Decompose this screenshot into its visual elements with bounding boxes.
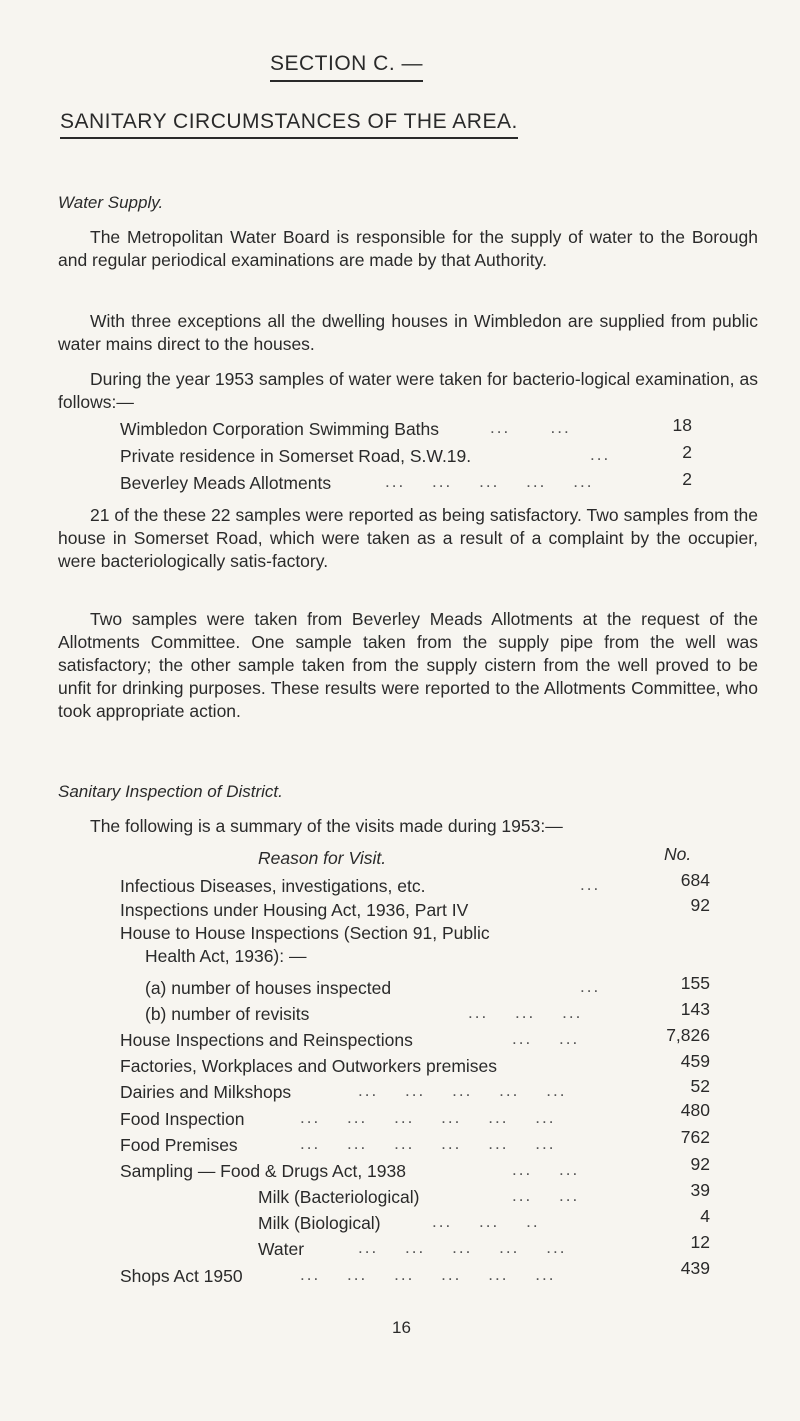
summary-row-label: (b) number of revisits	[145, 1004, 310, 1024]
leader-dots: ... ... ... ... ... ...	[300, 1108, 556, 1127]
column-header-reason: Reason for Visit.	[258, 848, 387, 868]
summary-row-value: 4	[700, 1206, 710, 1226]
sample-row-label: Private residence in Somerset Road, S.W.19.	[120, 446, 472, 466]
water-supply-heading: Water Supply.	[58, 193, 164, 212]
summary-row-label: Milk (Bacteriological)	[258, 1187, 420, 1207]
summary-row-value: 92	[690, 895, 710, 915]
sample-row-value: 2	[682, 469, 692, 489]
summary-row-label: Water	[258, 1239, 305, 1259]
leader-dots: ... ...	[512, 1186, 580, 1205]
page-number: 16	[392, 1318, 411, 1337]
summary-row-label: Inspections under Housing Act, 1936, Part IV	[120, 900, 469, 920]
summary-row-value: 439	[680, 1258, 710, 1278]
leader-dots: ... ... ...	[468, 1003, 583, 1022]
sample-row-label: Wimbledon Corporation Swimming Baths	[120, 419, 440, 439]
leader-dots: ... ... ... ... ...	[358, 1238, 567, 1257]
summary-row-value: 155	[680, 973, 710, 993]
summary-row-label: Factories, Workplaces and Outworkers premises	[120, 1056, 498, 1076]
summary-row-label: Food Inspection	[120, 1109, 245, 1129]
leader-dots: ... ... ... ... ...	[385, 472, 594, 491]
sample-row-value: 2	[682, 442, 692, 462]
summary-row-label: Food Premises	[120, 1135, 238, 1155]
summary-row-value: 12	[690, 1232, 710, 1252]
leader-dots: ... ... ..	[432, 1212, 540, 1231]
summary-row-value: 92	[690, 1154, 710, 1174]
summary-row-value: 143	[680, 999, 710, 1019]
leader-dots: ... ...	[490, 418, 571, 437]
summary-row-label: House to House Inspections (Section 91, Public	[120, 923, 490, 943]
summary-row-label: Health Act, 1936): —	[145, 946, 307, 966]
water-para-1: The Metropolitan Water Board is responsible for the supply of water to the Borough and regular periodical examinations are made by that Authority.	[58, 227, 758, 270]
summary-row-value: 39	[690, 1180, 710, 1200]
sanitary-heading: Sanitary Inspection of District.	[58, 782, 283, 801]
summary-row-label: Sampling — Food & Drugs Act, 1938	[120, 1161, 406, 1181]
summary-row-label: (a) number of houses inspected	[145, 978, 392, 998]
leader-dots: ...	[580, 977, 601, 996]
summary-row-value: 52	[690, 1076, 710, 1096]
water-para-3: During the year 1953 samples of water were taken for bacterio-logical examination, as follows:—	[58, 369, 758, 412]
leader-dots: ... ... ... ... ...	[358, 1081, 567, 1100]
sample-row-label: Beverley Meads Allotments	[120, 473, 332, 493]
summary-row-value: 684	[680, 870, 710, 890]
summary-row-value: 7,826	[666, 1025, 710, 1045]
leader-dots: ... ... ... ... ... ...	[300, 1265, 556, 1284]
sample-row-value: 18	[672, 415, 692, 435]
leader-dots: ... ...	[512, 1029, 580, 1048]
leader-dots: ... ... ... ... ... ...	[300, 1134, 556, 1153]
summary-row-label: Milk (Biological)	[258, 1213, 381, 1233]
leader-dots: ...	[590, 445, 611, 464]
summary-row-label: House Inspections and Reinspections	[120, 1030, 413, 1050]
page-title: SANITARY CIRCUMSTANCES OF THE AREA.	[60, 110, 518, 139]
sanitary-intro: The following is a summary of the visits made during 1953:—	[90, 816, 563, 836]
water-para-5: Two samples were taken from Beverley Meads Allotments at the request of the Allotments Committee. One sample taken from the supply pipe from the well was satisfactory; the other sample taken from the supply cistern from the well proved to be unfit for drinking purposes. These results were reported to the Allotments Committee, who took appropriate action.	[58, 609, 758, 721]
column-header-no: No.	[664, 844, 692, 864]
water-para-2: With three exceptions all the dwelling houses in Wimbledon are supplied from public water mains direct to the houses.	[58, 311, 758, 354]
summary-row-label: Shops Act 1950	[120, 1266, 243, 1286]
summary-row-label: Infectious Diseases, investigations, etc.	[120, 876, 426, 896]
water-para-4: 21 of the these 22 samples were reported as being satisfactory. Two samples from the house in Somerset Road, which were taken as a result of a complaint by the occupier, were bacteriologically satis-factory.	[58, 505, 758, 571]
summary-row-value: 762	[680, 1127, 710, 1147]
summary-row-value: 480	[680, 1100, 710, 1120]
leader-dots: ... ...	[512, 1160, 580, 1179]
section-heading: SECTION C. —	[270, 52, 423, 82]
summary-row-value: 459	[680, 1051, 710, 1071]
leader-dots: ...	[580, 875, 601, 894]
summary-row-label: Dairies and Milkshops	[120, 1082, 292, 1102]
